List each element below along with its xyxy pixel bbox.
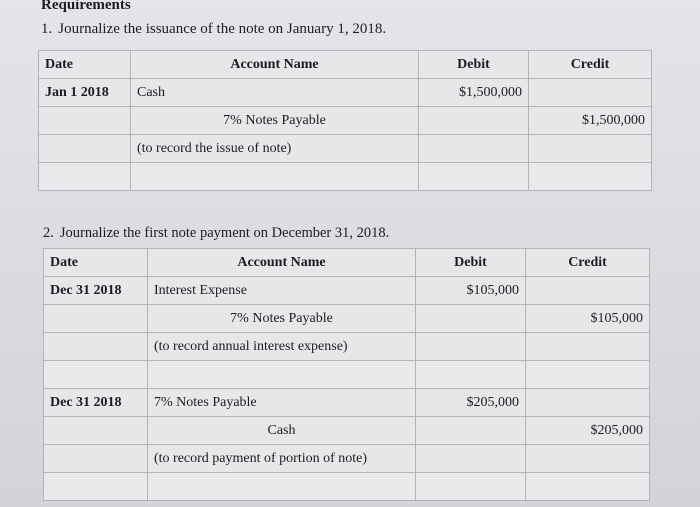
date-cell[interactable] <box>44 333 148 361</box>
journal-1-header-row <box>39 51 652 79</box>
debit-cell[interactable] <box>416 445 526 473</box>
header-account-name: Account Name <box>148 249 416 277</box>
header-debit: Debit <box>416 249 526 277</box>
debit-cell[interactable] <box>416 473 526 501</box>
requirement-1 <box>41 21 386 38</box>
debit-cell[interactable] <box>416 361 526 389</box>
date-cell[interactable] <box>39 107 131 135</box>
requirement-2 <box>43 225 389 242</box>
table-row <box>44 361 650 389</box>
credit-cell[interactable] <box>529 163 652 191</box>
table-row <box>44 473 650 501</box>
requirement-2-text: Journalize the first note payment on December 31, 2018. <box>59 225 390 241</box>
journal-2-header-row <box>44 249 650 277</box>
table-row <box>39 107 652 135</box>
debit-cell[interactable] <box>419 135 529 163</box>
table-row <box>44 445 650 473</box>
table-row <box>39 79 652 107</box>
date-cell[interactable] <box>44 417 148 445</box>
credit-cell[interactable] <box>526 473 650 501</box>
journal-table-2 <box>43 248 650 501</box>
header-debit: Debit <box>419 51 529 79</box>
account-cell[interactable]: (to record annual interest expense) <box>148 333 416 361</box>
account-cell[interactable]: Cash <box>148 417 416 445</box>
credit-cell[interactable] <box>529 79 652 107</box>
account-cell[interactable] <box>148 361 416 389</box>
header-credit: Credit <box>526 249 650 277</box>
date-cell[interactable] <box>44 305 148 333</box>
debit-cell[interactable] <box>419 163 529 191</box>
credit-cell[interactable]: $105,000 <box>526 305 650 333</box>
debit-cell[interactable]: $205,000 <box>416 389 526 417</box>
requirement-2-number: 2. <box>43 225 54 241</box>
credit-cell[interactable]: $1,500,000 <box>529 107 652 135</box>
debit-cell[interactable]: $105,000 <box>416 277 526 305</box>
requirement-1-text: Journalize the issuance of the note on January 1, 2018. <box>58 21 387 37</box>
credit-cell[interactable] <box>526 361 650 389</box>
account-cell[interactable]: Cash <box>131 79 419 107</box>
date-cell[interactable] <box>39 163 131 191</box>
credit-cell[interactable] <box>526 445 650 473</box>
table-row <box>44 277 650 305</box>
table-row <box>39 135 652 163</box>
account-cell[interactable] <box>148 473 416 501</box>
credit-cell[interactable] <box>526 389 650 417</box>
credit-cell[interactable] <box>529 135 652 163</box>
table-row <box>44 333 650 361</box>
credit-cell[interactable] <box>526 277 650 305</box>
table-row <box>44 305 650 333</box>
header-account-name: Account Name <box>131 51 419 79</box>
account-cell[interactable]: 7% Notes Payable <box>131 107 419 135</box>
date-cell[interactable]: Jan 1 2018 <box>39 79 131 107</box>
table-row <box>44 389 650 417</box>
date-cell[interactable] <box>44 473 148 501</box>
requirements-heading: Requirements <box>41 0 131 13</box>
journal-table-1 <box>38 50 652 191</box>
debit-cell[interactable] <box>419 107 529 135</box>
date-cell[interactable] <box>44 445 148 473</box>
header-date: Date <box>39 51 131 79</box>
date-cell[interactable] <box>39 135 131 163</box>
account-cell[interactable]: (to record payment of portion of note) <box>148 445 416 473</box>
credit-cell[interactable] <box>526 333 650 361</box>
table-row <box>39 163 652 191</box>
date-cell[interactable]: Dec 31 2018 <box>44 277 148 305</box>
date-cell[interactable] <box>44 361 148 389</box>
table-row <box>44 417 650 445</box>
account-cell[interactable]: (to record the issue of note) <box>131 135 419 163</box>
debit-cell[interactable] <box>416 417 526 445</box>
debit-cell[interactable]: $1,500,000 <box>419 79 529 107</box>
header-credit: Credit <box>529 51 652 79</box>
account-cell[interactable]: 7% Notes Payable <box>148 305 416 333</box>
requirement-1-number: 1. <box>41 21 53 37</box>
account-cell[interactable]: Interest Expense <box>148 277 416 305</box>
credit-cell[interactable]: $205,000 <box>526 417 650 445</box>
account-cell[interactable] <box>131 163 419 191</box>
date-cell[interactable]: Dec 31 2018 <box>44 389 148 417</box>
debit-cell[interactable] <box>416 333 526 361</box>
debit-cell[interactable] <box>416 305 526 333</box>
account-cell[interactable]: 7% Notes Payable <box>148 389 416 417</box>
header-date: Date <box>44 249 148 277</box>
